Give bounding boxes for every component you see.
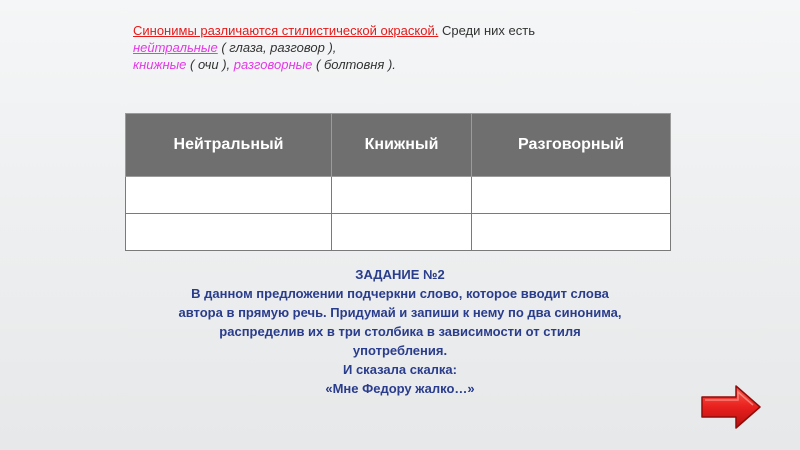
table-cell[interactable] [126, 214, 332, 251]
table-cell[interactable] [472, 177, 671, 214]
bookish-examples: ( очи ), [186, 57, 231, 72]
intro-text [133, 22, 693, 73]
intro-line-1 [133, 22, 693, 39]
table-cell[interactable] [332, 177, 472, 214]
table-cell[interactable] [126, 177, 332, 214]
colloquial-examples: ( болтовня ). [312, 57, 396, 72]
header-colloquial: Разговорный [472, 114, 671, 177]
task-line: И сказала скалка: [343, 362, 457, 377]
table-cell[interactable] [332, 214, 472, 251]
header-bookish: Книжный [332, 114, 472, 177]
task-line: В данном предложении подчеркни слово, которое вводит слова [191, 286, 609, 301]
task-line: «Мне Федору жалко…» [325, 381, 475, 396]
synonyms-table [125, 113, 671, 251]
table-cell[interactable] [472, 214, 671, 251]
table-row [126, 177, 671, 214]
task-line: употребления. [352, 343, 448, 358]
intro-red-phrase: Синонимы различаются стилистической окраской. [133, 23, 439, 38]
table-row [126, 214, 671, 251]
right-arrow-icon [700, 384, 762, 430]
header-neutral: Нейтральный [126, 114, 332, 177]
intro-line-3 [133, 56, 693, 73]
neutral-examples: ( глаза, разговор ), [217, 40, 337, 55]
task-line: автора в прямую речь. Придумай и запиши к нему по два синонима, [178, 305, 622, 320]
bookish-word: книжные [133, 57, 187, 72]
intro-line-2 [133, 39, 693, 56]
neutral-word: нейтральные [133, 40, 218, 55]
task-line: распределив их в три столбика в зависимости от стиля [219, 324, 581, 339]
task-block [140, 265, 660, 398]
task-title: ЗАДАНИЕ №2 [355, 267, 445, 282]
next-button[interactable] [700, 384, 762, 430]
table-header-row [126, 114, 671, 177]
intro-line1-rest: Среди них есть [438, 23, 535, 38]
colloquial-word: разговорные [233, 57, 313, 72]
